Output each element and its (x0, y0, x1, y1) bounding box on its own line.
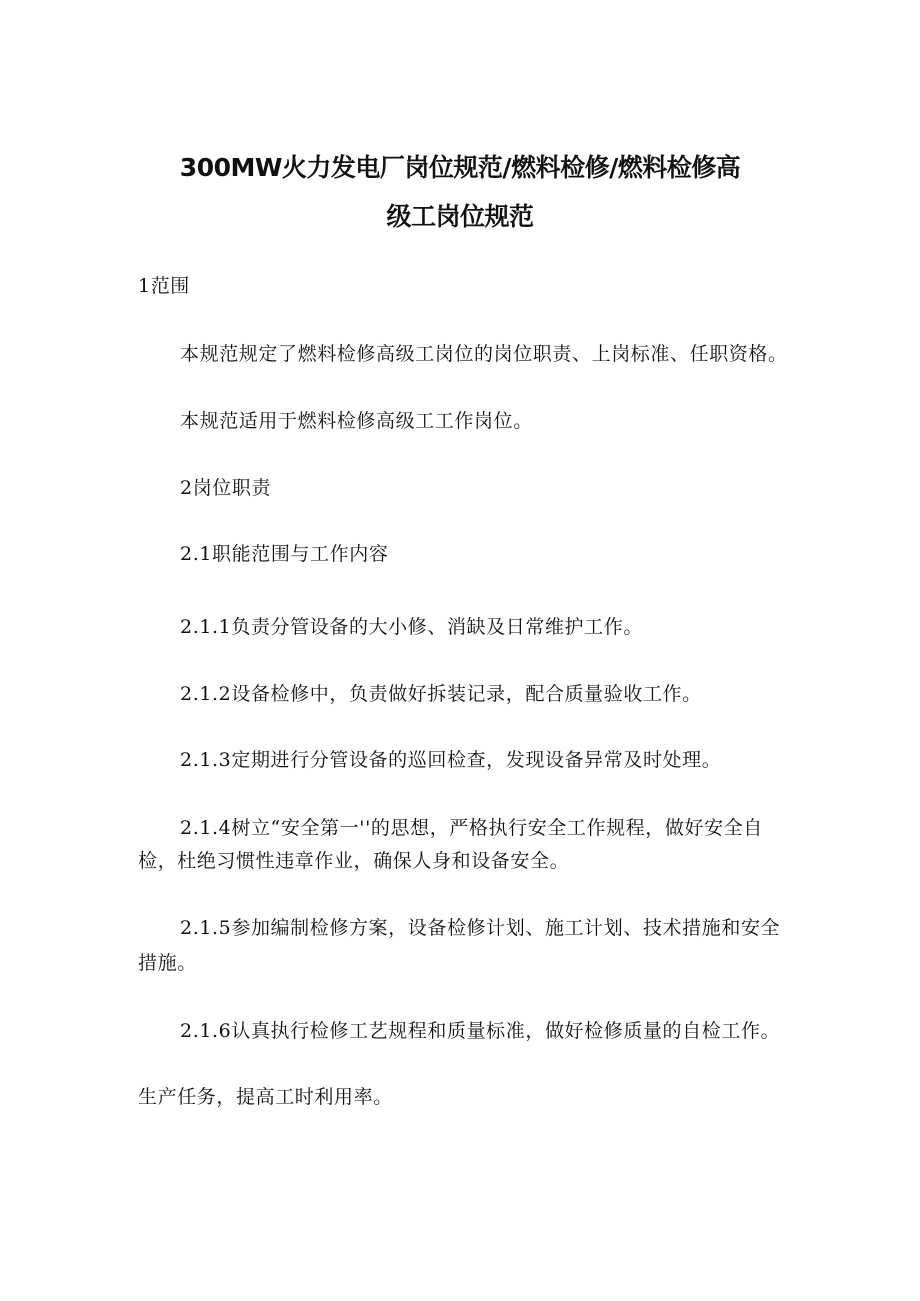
section-1-paragraph-1: 本规范规定了燃料检修高级工岗位的岗位职责、上岗标准、任职资格。 (180, 343, 788, 365)
section-1-heading: 1范围 (138, 275, 190, 297)
item-2-1-6: 2.1.6认真执行检修工艺规程和质量标准，做好检修质量的自检工作。 (180, 1020, 781, 1042)
section-1-paragraph-2: 本规范适用于燃料检修高级工工作岗位。 (180, 410, 533, 432)
item-2-1-4-line-1: 2.1.4树立“安全第一''的思想，严格执行安全工作规程，做好安全自 (180, 817, 763, 839)
item-2-1-1: 2.1.1负责分管设备的大小修、消缺及日常维护工作。 (180, 616, 643, 638)
section-2-heading: 2岗位职责 (180, 477, 272, 499)
section-2-1-heading: 2.1职能范围与工作内容 (180, 543, 389, 565)
item-2-1-3: 2.1.3定期进行分管设备的巡回检查，发现设备异常及时处理。 (180, 749, 722, 771)
item-2-1-2: 2.1.2设备检修中，负责做好拆装记录，配合质量验收工作。 (180, 683, 702, 705)
document-title-line-2: 级工岗位规范 (386, 202, 534, 231)
trailing-text-fragment: 生产任务，提高工时利用率。 (138, 1086, 393, 1108)
item-2-1-5-line-1: 2.1.5参加编制检修方案，设备检修计划、施工计划、技术措施和安全 (180, 917, 781, 939)
item-2-1-5-line-2: 措施。 (138, 952, 197, 974)
document-title-line-1: 300MW火力发电厂岗位规范/燃料检修/燃料检修高 (179, 153, 741, 182)
item-2-1-4-line-2: 检，杜绝习惯性违章作业，确保人身和设备安全。 (138, 850, 570, 872)
